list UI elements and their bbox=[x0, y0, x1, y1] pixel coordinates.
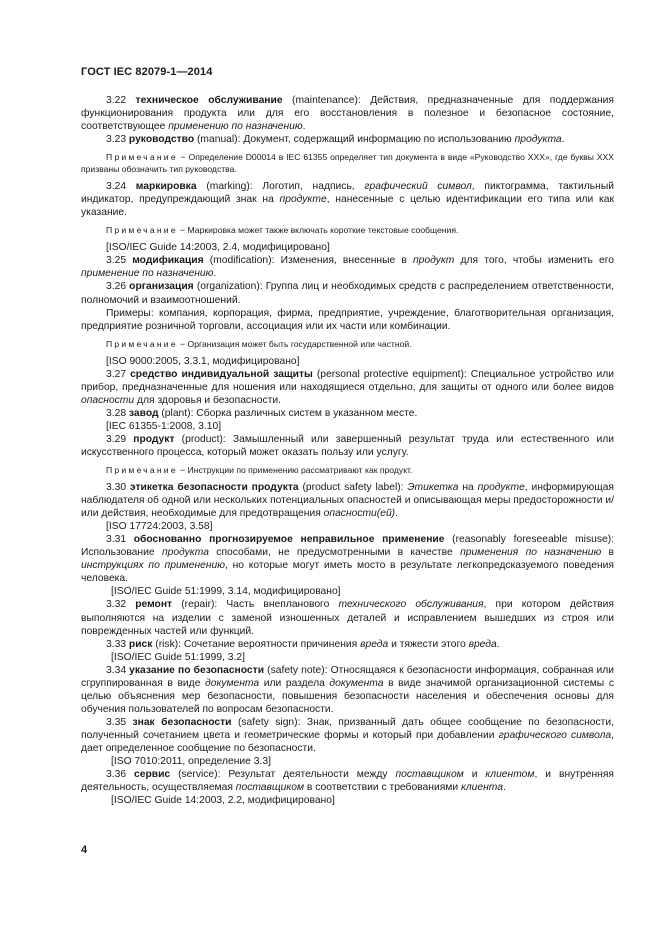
entry-text: в виде значимой организационной системы с целью объяснения мер безопасности, повышения безопасности населения и обеспечения основы для обучения пользователей по вопросам безопасности. bbox=[81, 677, 614, 715]
entry-3-30 bbox=[81, 481, 614, 520]
note-3-24 bbox=[81, 224, 614, 236]
entry-3-35 bbox=[81, 716, 614, 755]
note-text: − Определение D00014 в IEC 61355 определяет тип документа в виде «Руководство XXX», где буквы XXX призваны обозначить тип руководства. bbox=[81, 152, 614, 175]
note-3-26 bbox=[81, 338, 614, 350]
entry-italic: вреда bbox=[360, 638, 389, 650]
entry-number: 3.34 bbox=[106, 664, 127, 676]
entry-text: для того, чтобы изменить его bbox=[454, 255, 614, 267]
entry-text: . bbox=[502, 782, 506, 794]
entry-3-26 bbox=[81, 280, 614, 306]
entry-term: этикетка безопасности продукта bbox=[129, 482, 299, 494]
entry-term: ремонт bbox=[135, 599, 173, 611]
entry-italic: инструкциях по применению bbox=[81, 560, 225, 572]
document-body bbox=[81, 94, 614, 807]
entry-text: . bbox=[395, 508, 398, 520]
note-text: − Инструкции по применению рассматривают как продукт. bbox=[177, 465, 413, 476]
entry-italic: вреда bbox=[468, 638, 497, 650]
entry-text: (personal protective equipment): Специальное устройство или прибор, предназначенные для ношения или находящиеся отдельно, для защиты от одного или более видов bbox=[81, 368, 614, 393]
entry-italic: клиента bbox=[460, 782, 503, 794]
entry-text: , но которые могут иметь мосто в результате легкопредсказуемого поведения человека. bbox=[81, 560, 614, 585]
entry-text: , пиктограмма, тактильный индикатор, предупреждающий знак на bbox=[81, 181, 614, 206]
entry-term: сервис bbox=[134, 769, 171, 781]
entry-3-23 bbox=[81, 133, 614, 146]
entry-number: 3.28 bbox=[106, 407, 127, 419]
entry-italic: продукта bbox=[161, 547, 209, 559]
entry-term: обоснованно прогнозируемое неправильное применение bbox=[133, 534, 445, 546]
entry-italic: Этикетка bbox=[407, 482, 459, 494]
entry-number: 3.31 bbox=[106, 534, 127, 546]
entry-italic: клиентом bbox=[485, 769, 535, 781]
entry-term: техническое обслуживание bbox=[135, 95, 283, 106]
entry-3-34 bbox=[81, 664, 614, 716]
entry-italic: продукта bbox=[514, 134, 562, 146]
page-header-title: ГОСТ IEC 82079-1—2014 bbox=[81, 66, 213, 78]
entry-text: на bbox=[458, 482, 478, 494]
entry-3-25 bbox=[81, 254, 614, 280]
entry-3-27 bbox=[81, 368, 614, 407]
entry-text: и тяжести этого bbox=[388, 638, 469, 650]
entry-text: . bbox=[561, 134, 565, 146]
entry-text: , дает определенное сообщение по безопасности. bbox=[81, 729, 614, 754]
entry-term: маркировка bbox=[135, 181, 197, 193]
reference-3-26: [ISO 9000:2005, 3.3.1, модифицировано] bbox=[106, 355, 300, 367]
entry-text: , при котором действия выполняются на изделии с заменой изношенных деталей и исправлением вышедших из строя или поврежденных частей или функций. bbox=[81, 599, 614, 637]
entry-text: (marking): Логотип, надпись, bbox=[196, 181, 365, 193]
entry-text: или раздела bbox=[259, 677, 330, 689]
entry-text: в соответствии с требованиями bbox=[304, 782, 461, 794]
entry-text: , информирующая наблюдателя об одной или нескольких потенциальных опасностей и описывающая меры предосторожности и/или действия, необходимые для предотвращения bbox=[81, 482, 614, 520]
entry-italic: опасности bbox=[81, 394, 135, 406]
entry-term: модификация bbox=[132, 255, 204, 267]
note-label: Примечание bbox=[106, 225, 178, 236]
entry-text: для здоровья и безопасности. bbox=[134, 394, 281, 406]
entry-italic: технического обслуживания bbox=[338, 599, 484, 611]
entry-number: 3.29 bbox=[106, 433, 127, 445]
entry-text: (repair): Часть внепланового bbox=[172, 599, 339, 611]
entry-number: 3.35 bbox=[106, 716, 127, 728]
note-label: Примечание bbox=[106, 152, 178, 163]
entry-italic: поставщиком bbox=[395, 769, 464, 781]
reference-3-36: [ISO/IEC Guide 14:2003, 2.2, модифицировано] bbox=[111, 795, 335, 807]
entry-number: 3.22 bbox=[106, 95, 127, 106]
entry-text: (manual): Документ, содержащий информацию по использованию bbox=[194, 134, 515, 146]
entry-italic: применения по назначению bbox=[460, 547, 602, 559]
entry-3-22 bbox=[81, 94, 614, 133]
entry-term: риск bbox=[128, 638, 153, 650]
entry-text: (service): Результат деятельности между bbox=[170, 769, 396, 781]
page-number: 4 bbox=[81, 844, 88, 856]
examples-3-26: Примеры: компания, корпорация, фирма, предприятие, учреждение, благотворительная организация, предприятие розничной торговли, ассоциация или их части или комбинации. bbox=[81, 307, 614, 332]
entry-number: 3.32 bbox=[106, 599, 127, 611]
entry-italic: продукте bbox=[279, 194, 327, 206]
entry-italic: опасности(ей) bbox=[323, 508, 396, 520]
entry-text: . bbox=[496, 638, 500, 650]
entry-italic: документа bbox=[205, 677, 260, 689]
entry-term: организация bbox=[129, 281, 194, 293]
reference-3-24: [ISO/IEC Guide 14:2003, 2.4, модифицировано] bbox=[106, 242, 330, 254]
entry-number: 3.33 bbox=[106, 638, 127, 650]
note-text: − Организация может быть государственной или частной. bbox=[177, 338, 412, 349]
entry-italic: продукте bbox=[477, 482, 525, 494]
entry-italic: графического символа bbox=[498, 729, 612, 741]
reference-3-31: [ISO/IEC Guide 51:1999, 3.14, модифицировано] bbox=[111, 586, 341, 598]
entry-3-31 bbox=[81, 533, 614, 585]
entry-3-29 bbox=[81, 433, 614, 459]
entry-text: способами, не предусмотренными в качестве bbox=[208, 547, 461, 559]
entry-text: (product): Замышленный или завершенный результат труда или естественного или искусственного процесса, который может оказать пользу или услугу. bbox=[81, 433, 614, 458]
entry-text: (risk): Сочетание вероятности причинения bbox=[152, 638, 361, 650]
entry-number: 3.25 bbox=[106, 255, 127, 267]
entry-text: (reasonably foreseeable misuse): Использование bbox=[81, 534, 614, 559]
note-label: Примечание bbox=[106, 338, 178, 349]
entry-term: завод bbox=[128, 407, 159, 419]
entry-text: в bbox=[601, 547, 615, 559]
entry-text: , и внутренняя деятельность, осуществляемая bbox=[81, 769, 614, 794]
entry-number: 3.30 bbox=[106, 482, 127, 494]
note-3-29 bbox=[81, 464, 614, 476]
entry-text: (maintenance): Действия, предназначенные для поддержания функционирования продукта или для его восстановления в полезное и безопасное состояние, соответствующее bbox=[81, 95, 614, 133]
entry-term: руководство bbox=[128, 134, 195, 146]
entry-italic: продукт bbox=[412, 255, 455, 267]
entry-text: (plant): Сборка различных систем в указанном месте. bbox=[158, 407, 418, 419]
entry-italic: графический символ bbox=[364, 181, 472, 193]
entry-italic: применению по назначению bbox=[168, 121, 303, 133]
entry-text: (modification): Изменения, внесенные в bbox=[203, 255, 413, 267]
entry-term: указание по безопасности bbox=[129, 664, 265, 676]
entry-text: . bbox=[302, 121, 306, 133]
entry-number: 3.26 bbox=[106, 281, 127, 293]
reference-3-28: [IEC 61355-1:2008, 3.10] bbox=[106, 420, 222, 432]
entry-text: (safety note): Относящаяся к безопасности информация, собранная или сгруппированная в виде bbox=[81, 664, 614, 689]
reference-3-35: [ISO 7010:2011, определение 3.3] bbox=[111, 756, 271, 768]
entry-italic: документа bbox=[329, 677, 384, 689]
entry-text: (safety sign): Знак, призванный дать общее сообщение по безопасности, полученный сочетанием цвета и геометрические формы и который при добавлении bbox=[81, 716, 614, 741]
entry-number: 3.27 bbox=[106, 368, 127, 380]
reference-3-30: [ISO 17724:2003, 3.58] bbox=[106, 521, 213, 533]
entry-3-36 bbox=[81, 768, 614, 794]
entry-number: 3.23 bbox=[106, 134, 127, 146]
note-3-23 bbox=[81, 151, 614, 175]
note-text: − Маркировка может также включать короткие текстовые сообщения. bbox=[177, 225, 459, 236]
entry-text: (organization): Группа лиц и необходимых средств с распределением ответственности, полномочий и взаимоотношений. bbox=[81, 281, 614, 306]
entry-term: средство индивидуальной защиты bbox=[130, 368, 313, 380]
entry-text: . bbox=[213, 268, 217, 280]
entry-3-28 bbox=[81, 407, 614, 420]
entry-italic: применение по назначению bbox=[81, 268, 214, 280]
entry-3-33 bbox=[81, 638, 614, 651]
entry-text: , нанесенные с целью идентификации его типа или как указание. bbox=[81, 194, 614, 219]
entry-text: и bbox=[463, 769, 486, 781]
reference-3-33: [ISO/IEC Guide 51:1999, 3.2] bbox=[111, 651, 245, 663]
entry-number: 3.24 bbox=[106, 181, 127, 193]
entry-term: продукт bbox=[133, 433, 175, 445]
entry-number: 3.36 bbox=[106, 769, 127, 781]
entry-3-32 bbox=[81, 598, 614, 637]
note-label: Примечание bbox=[106, 465, 178, 476]
entry-term: знак безопасности bbox=[132, 716, 232, 728]
entry-text: (product safety label): bbox=[298, 482, 408, 494]
entry-italic: поставщиком bbox=[235, 782, 305, 794]
entry-3-24 bbox=[81, 180, 614, 219]
